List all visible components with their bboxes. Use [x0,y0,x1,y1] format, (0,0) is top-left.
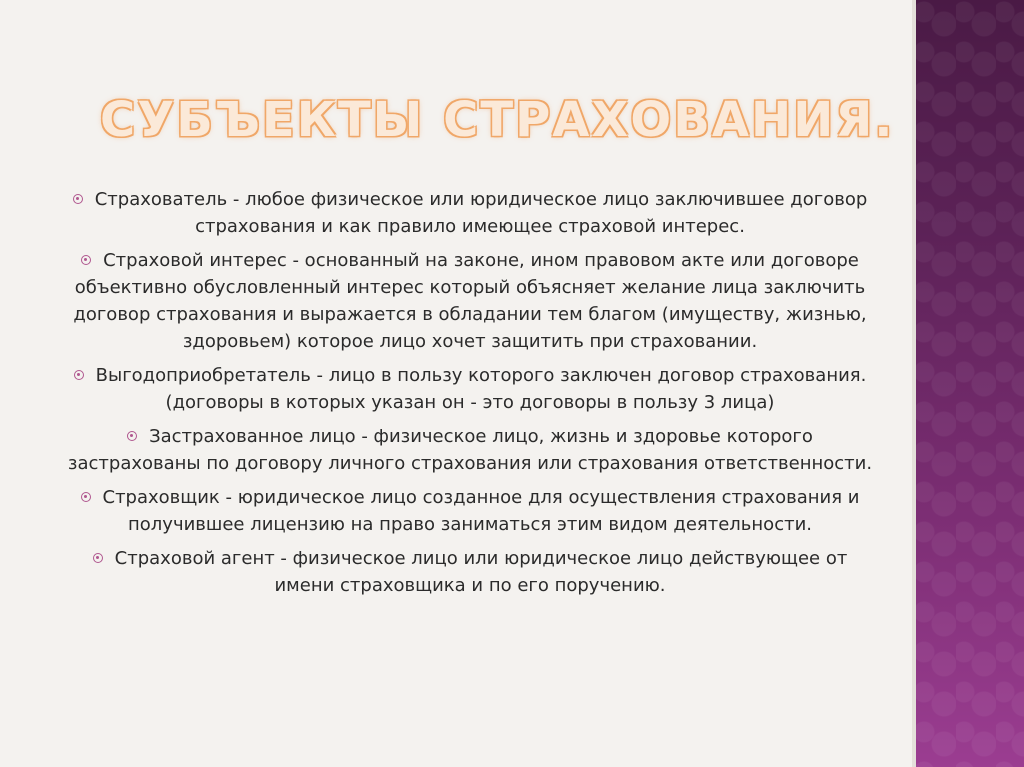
definition-list [60,186,880,606]
list-item-beneficiary [60,362,880,416]
list-item-insured-person [60,423,880,477]
item-text: Страховой интерес - основанный на законе, ином правовом акте или договоре объективно обусловленный интерес который объясняет желание лица заключить договор страхования и выражается в обладании тем благом (имуществу, жизнью, здоровьем) которое лицо хочет защитить при страховании. [73,250,867,352]
bullet-icon [73,194,83,204]
bullet-icon [127,431,137,441]
list-item-insurance-agent [60,545,880,599]
bullet-icon [74,370,84,380]
list-item-policyholder [60,186,880,240]
bullet-icon [81,255,91,265]
bullet-icon [93,553,103,563]
item-text: Страховщик - юридическое лицо созданное для осуществления страхования и получившее лицензию на право заниматься этим видом деятельности. [102,487,860,535]
list-item-insurable-interest [60,247,880,355]
slide-title: СУБЪЕКТЫ СТРАХОВАНИЯ. [100,92,895,148]
bullet-icon [81,492,91,502]
decorative-side-panel [916,0,1024,767]
item-text: Застрахованное лицо - физическое лицо, жизнь и здоровье которого застрахованы по договору личного страхования или страхования ответственности. [67,426,873,474]
item-text: Выгодоприобретатель - лицо в пользу которого заключен договор страхования. (договоры в которых указан он - это договоры в пользу 3 лица) [95,365,867,413]
item-text: Страховой агент - физическое лицо или юридическое лицо действующее от имени страховщика и по его поручению. [114,548,848,596]
list-item-insurer [60,484,880,538]
item-text: Страхователь - любое физическое или юридическое лицо заключившее договор страхования и как правило имеющее страховой интерес. [94,189,868,237]
